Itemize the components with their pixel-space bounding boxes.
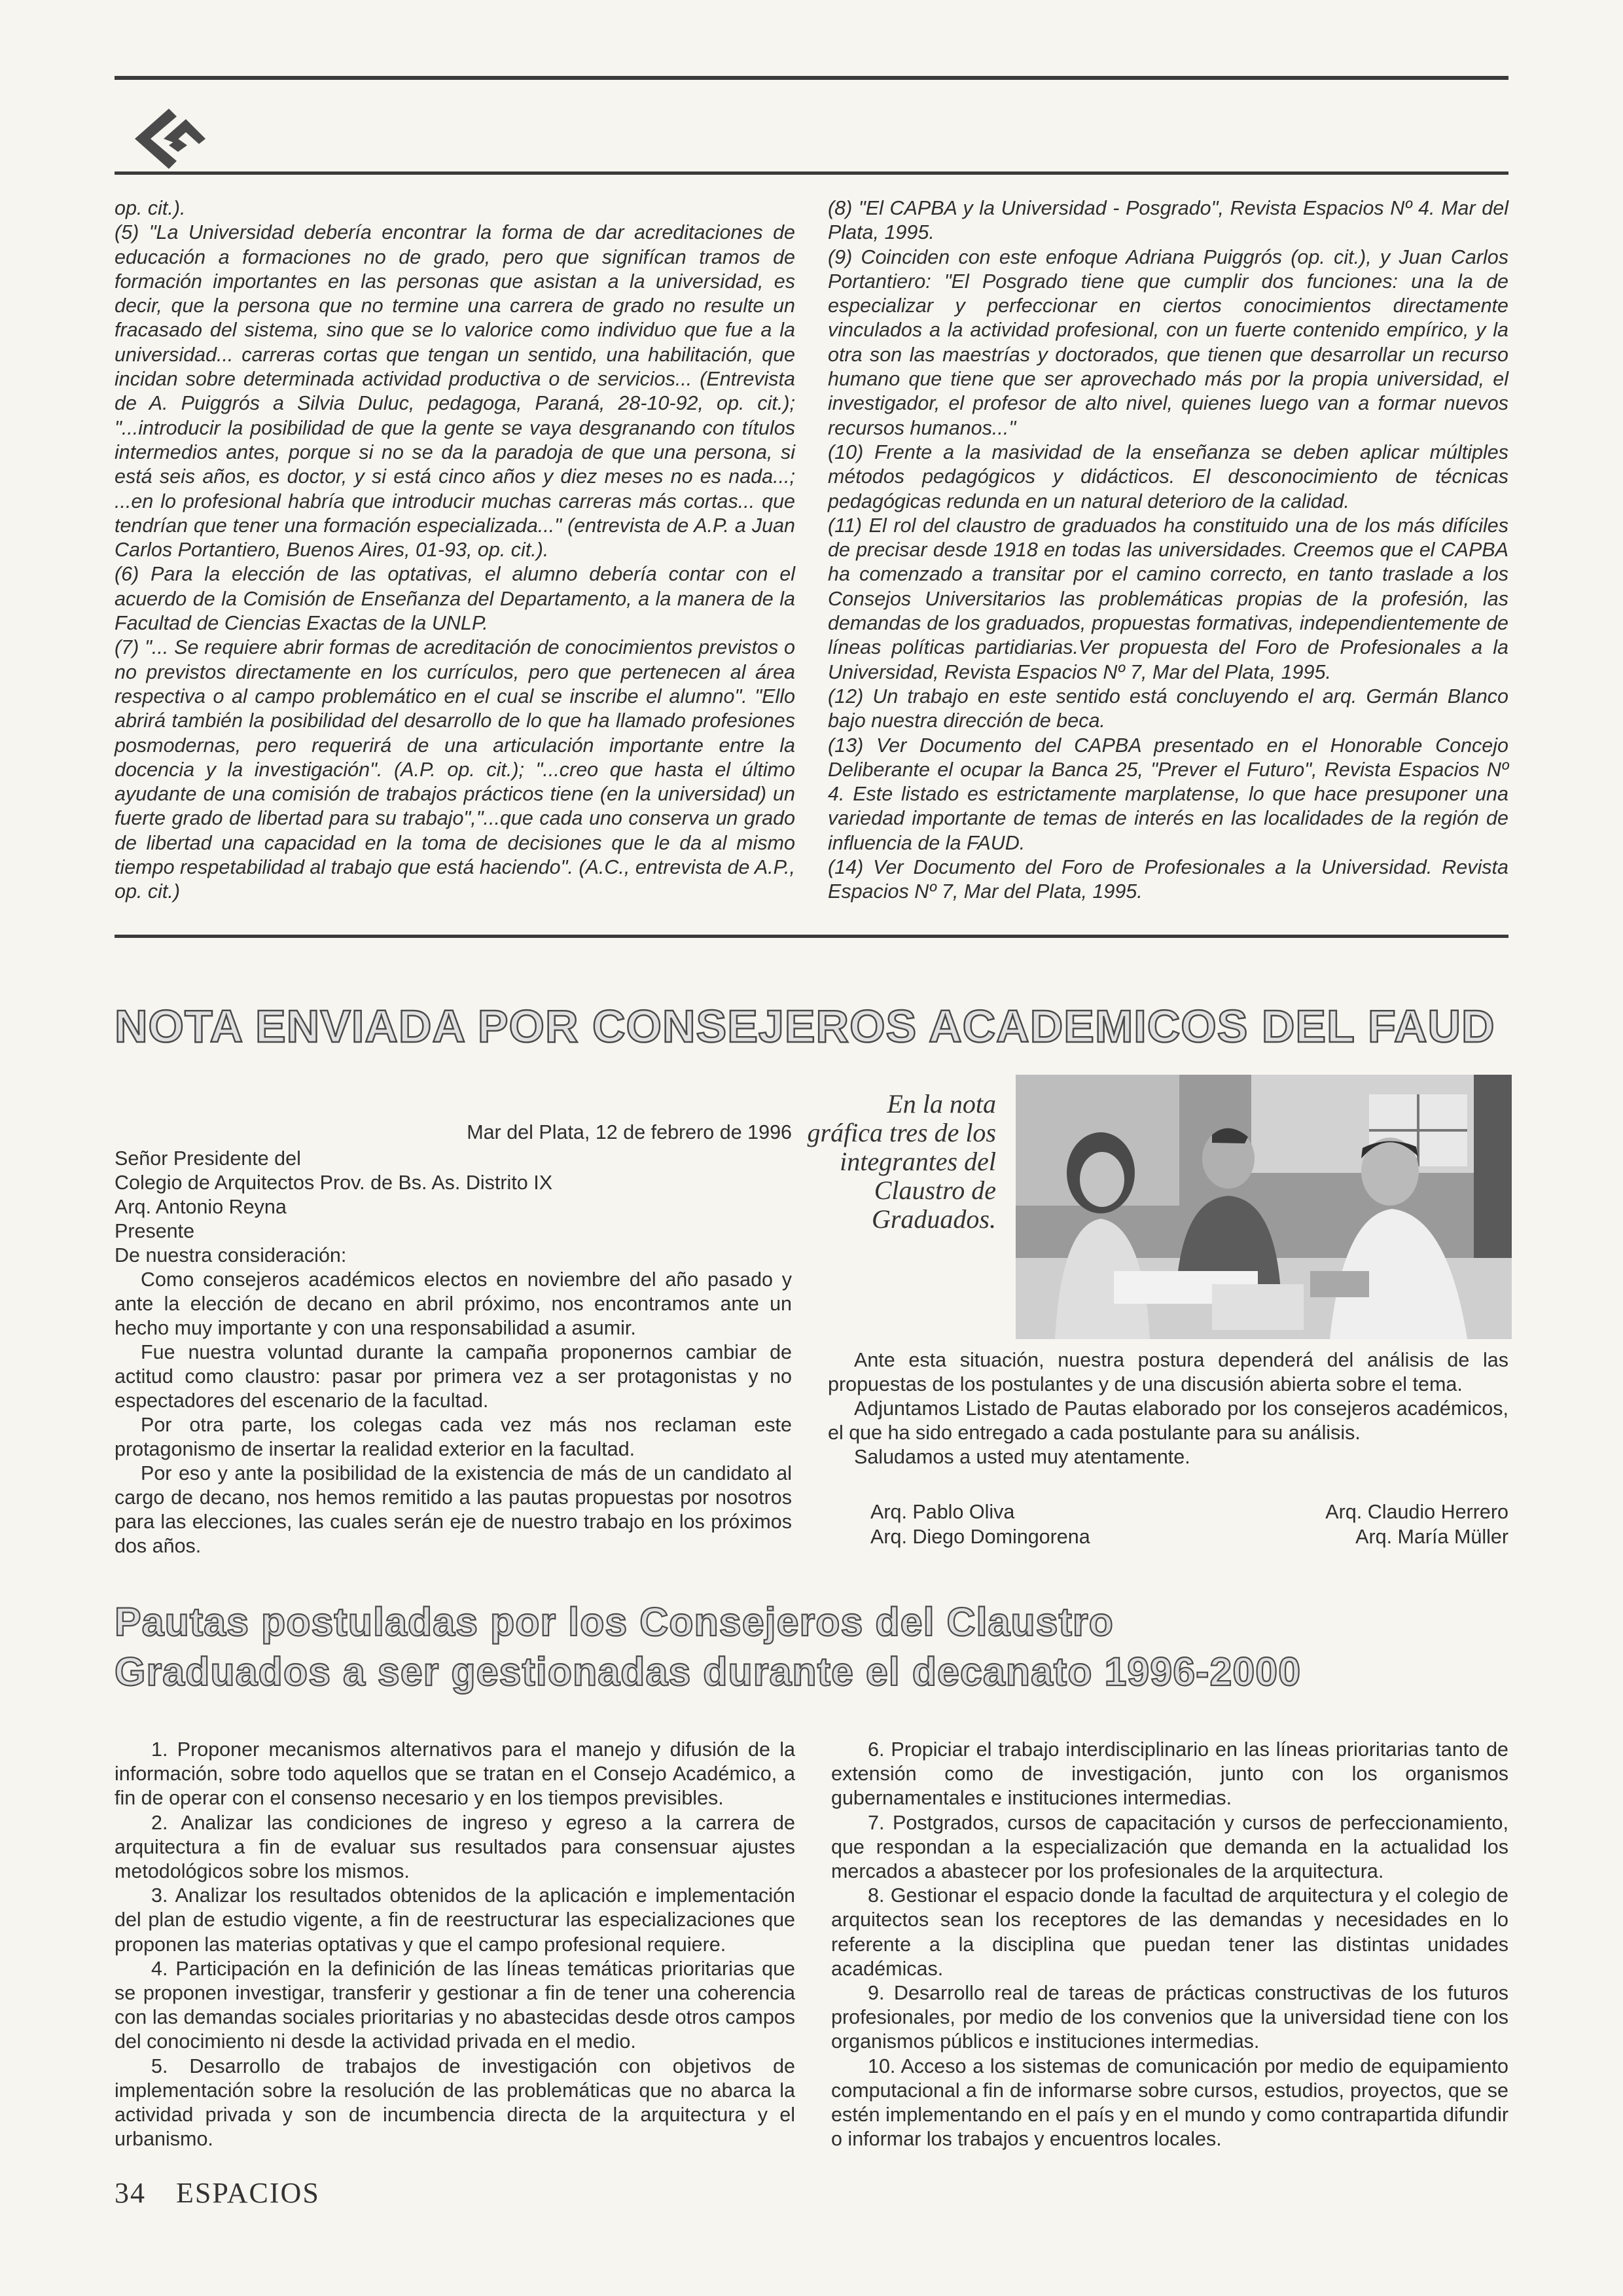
pautas-list-left	[115, 1738, 795, 2151]
photo-caption: En la nota gráfica tres de los integrantes del Claustro de Graduados.	[807, 1089, 996, 1234]
footnote-11: (11) El rol del claustro de graduados ha constituido una de los más difíciles de precisar desde 1918 en todas las universidades. Creemos que el CAPBA ha comenzado a transitar por el camino correcto, en tanto traslade a los Consejos Universitarios las problemáticas propias de la profesión, las demandas de los graduados, propuestas formativas, independientemente de líneas políticas partidiarias.Ver propuesta del Foro de Profesionales a la Universidad, Revista Espacios Nº 7, Mar del Plata, 1995.	[828, 514, 1508, 683]
graduates-photo	[1016, 1075, 1512, 1339]
footnote-14: (14) Ver Documento del Foro de Profesionales a la Universidad. Revista Espacios Nº 7, Mar del Plata, 1995.	[828, 856, 1508, 903]
pautas-item: 4. Participación en la definición de las líneas temáticas prioritarias que se proponen investigar, transferir y gestionar a fin de tener una coherencia con las demandas sociales prioritarias y no abastecidas desde otros campos del conocimiento ni desde la actividad privada en el medio.	[115, 1957, 795, 2053]
letter-address-line: Arq. Antonio Reyna	[115, 1196, 287, 1218]
footnote-13: (13) Ver Documento del CAPBA presentado en el Honorable Concejo Deliberante el ocupar la Banca 25, "Prever el Futuro", Revista Espacios Nº 4. Este listado es estrictamente marplatense, lo que hace presuponer una variedad importante de temas de interés en las localidades de la región de influencia de la FAUD.	[828, 734, 1508, 854]
pautas-item: 1. Proponer mecanismos alternativos para el manejo y difusión de la información, sobre todo aquellos que se tratan en el Consejo Académico, a fin de operar con el consenso necesario y en los tiempos previsibles.	[115, 1738, 795, 1810]
letter-paragraph: Ante esta situación, nuestra postura dependerá del análisis de las propuestas de los postulantes y de una discusión abierta sobre el tema.	[828, 1349, 1508, 1395]
footnote-6: (6) Para la elección de las optativas, el alumno debería contar con el acuerdo de la Comisión de Enseñanza del Departamento, a la manera de la Facultad de Ciencias Exactas de la UNLP.	[115, 563, 795, 635]
letter-address-line: Colegio de Arquitectos Prov. de Bs. As. Distrito IX	[115, 1172, 553, 1194]
footnote-7: (7) "... Se requiere abrir formas de acreditación de conocimientos previstos o no previstos directamente en los currículos, pero que pertenecen al área respectiva o al campo problemático en el cual se inscribe el alumno". "Ello abrirá también la posibilidad del desarrollo de lo que ha llamado profesiones posmodernas, pero requerirá de una articulación importante entre la docencia y la investigación". (A.P. op. cit.); "...creo que hasta el último ayudante de una comisión de trabajos prácticos tiene (en la universidad) un fuerte grado de libertad para su trabajo","...que cada uno conserva un grado de libertad una capacidad en la toma de decisiones que le da al mismo tiempo respetabilidad al trabajo que está haciendo". (A.C., entrevista de A.P., op. cit.)	[115, 636, 795, 903]
header-rule-bottom	[115, 171, 1508, 175]
pautas-title-line-2: Graduados a ser gestionadas durante el decanato 1996-2000	[115, 1649, 1302, 1694]
letter-paragraph: Adjuntamos Listado de Pautas elaborado por los consejeros académicos, el que ha sido entregado a cada postulante para su análisis.	[828, 1397, 1508, 1444]
signature-claudio-herrero: Arq. Claudio Herrero	[1325, 1501, 1508, 1523]
letter-paragraph: Como consejeros académicos electos en noviembre del año pasado y ante la elección de decano en abril próximo, nos encontramos ante un hecho muy importante y con una responsabilidad a asumir.	[115, 1268, 792, 1339]
note-title: NOTA ENVIADA POR CONSEJEROS ACADEMICOS DEL FAUD	[115, 1001, 1495, 1052]
pautas-item: 8. Gestionar el espacio donde la facultad de arquitectura y el colegio de arquitectos sean los receptores de las demandas y necesidades en lo referente a la disciplina que puedan tener las distintas unidades académicas.	[831, 1884, 1508, 1980]
letter-closing: Saludamos a usted muy atentamente.	[854, 1446, 1190, 1468]
pautas-item: 7. Postgrados, cursos de capacitación y cursos de perfeccionamiento, que respondan a la especialización que demanda en la actualidad los mercados a abastecer por los profesionales de la arquitectura.	[831, 1811, 1508, 1883]
letter-date: Mar del Plata, 12 de febrero de 1996	[467, 1121, 792, 1143]
footnote-8: (8) "El CAPBA y la Universidad - Posgrado", Revista Espacios Nº 4. Mar del Plata, 1995.	[828, 197, 1508, 244]
magazine-name: ESPACIOS	[176, 2177, 320, 2209]
footnote-text: op. cit.).	[115, 197, 186, 219]
section-rule	[115, 935, 1508, 938]
pautas-item: 6. Propiciar el trabajo interdisciplinario en las líneas prioritarias tanto de extensión como de investigación, junto con los organismos gubernamentales e instituciones intermedias.	[831, 1738, 1508, 1810]
letter-paragraph: Fue nuestra voluntad durante la campaña proponernos cambiar de actitud como claustro: pasar por primera vez a ser protagonistas y no espectadores del escenario de la facultad.	[115, 1341, 792, 1412]
pautas-item: 3. Analizar los resultados obtenidos de la aplicación e implementación del plan de estudio vigente, a fin de reestructurar las especializaciones que proponen las materias optativas y que el campo profesional requiere.	[115, 1884, 795, 1956]
signature-maria-muller: Arq. María Müller	[1355, 1526, 1508, 1548]
footnotes-right-column	[828, 196, 1508, 905]
footnote-9: (9) Coinciden con este enfoque Adriana Puiggrós (op. cit.), y Juan Carlos Portantiero: "El Posgrado tiene que cumplir dos funciones: una la de especializar y perfeccionar en ciertos conocimientos directamente vinculados a la actividad profesional, con un fuerte contenido empírico, y la otra son las maestrías y doctorados, que tienen que desarrollar un recurso humano que tiene que ser aprovechado más por la propia universidad, el investigador, el profesor de alto nivel, quienes luego van a formar nuevos recursos humanos..."	[828, 245, 1508, 439]
letter-paragraph: Por otra parte, los colegas cada vez más nos reclaman este protagonismo de insertar la realidad exterior en la facultad.	[115, 1414, 792, 1460]
header-rule-top	[115, 76, 1508, 80]
letter-paragraph: Por eso y ante la posibilidad de la existencia de más de un candidato al cargo de decano, nos hemos remitido a las pautas propuestas por nosotros para las elecciones, las cuales serán eje de nuestro trabajo en los próximos dos años.	[115, 1462, 792, 1557]
letter-body	[115, 1147, 792, 1558]
page-footer	[115, 2176, 320, 2210]
footnote-12: (12) Un trabajo en este sentido está concluyendo el arq. Germán Blanco bajo nuestra dirección de beca.	[828, 685, 1508, 732]
espacios-logo-icon	[128, 105, 213, 177]
pautas-item: 2. Analizar las condiciones de ingreso y egreso a la carrera de arquitectura a fin de evaluar sus resultados para consensuar ajustes metodológicos sobre los mismos.	[115, 1811, 795, 1883]
pautas-item: 5. Desarrollo de trabajos de investigación con objetivos de implementación sobre la resolución de las problemáticas que no abarca la actividad privada y son de incumbencia directa de la arquitectura y el urbanismo.	[115, 2054, 795, 2151]
letter-address-line: Presente	[115, 1220, 195, 1242]
letter-right-body	[828, 1348, 1508, 1469]
footnote-5: (5) "La Universidad debería encontrar la forma de dar acreditaciones de educación a formaciones no de grado, pero que signifícan tramos de formación importantes en las personas que asistan a la universidad, es decir, que la persona que no termine una carrera de grado no resulte un fracasado del sistema, sino que se lo valorice como individuo que fue a la universidad... carreras cortas que tengan un sentido, una habilitación, que incidan sobre determinada actividad productiva o de servicios... (Entrevista de A. Puiggrós a Silvia Duluc, pedagoga, Paraná, 28-10-92, op. cit.); "...introducir la posibilidad de que la gente se vaya desgranando con títulos intermedios antes, porque si no se da la paradoja de que una persona, si está seis años, es doctor, y si está cinco años y diez meses no es nada...; ...en lo profesional habría que introducir muchas carreras más cortas... que tendrían que tener una formación especializada..." (entrevista de A.P. a Juan Carlos Portantiero, Buenos Aires, 01-93, op. cit.).	[115, 221, 795, 562]
signature-diego-domingorena: Arq. Diego Domingorena	[870, 1526, 1090, 1548]
footnotes-left-column	[115, 196, 795, 905]
letter-greeting: De nuestra consideración:	[115, 1244, 347, 1266]
footnote-10: (10) Frente a la masividad de la enseñanza se deben aplicar múltiples métodos pedagógicos y didácticos. El desconocimiento de técnicas pedagógicas redunda en un natural deterioro de la calidad.	[828, 440, 1508, 512]
pautas-list-right	[831, 1738, 1508, 2151]
pautas-title-line-1: Pautas postuladas por los Consejeros del Claustro	[115, 1600, 1114, 1644]
pautas-item: 9. Desarrollo real de tareas de prácticas constructivas de los futuros profesionales, por medio de los convenios que la universidad tiene con los organismos públicos e instituciones intermedias.	[831, 1982, 1508, 2053]
page-number: 34	[115, 2177, 146, 2209]
letter-address-line: Señor Presidente del	[115, 1147, 301, 1170]
graduates-photo-image	[1016, 1075, 1512, 1339]
signature-pablo-oliva: Arq. Pablo Oliva	[870, 1501, 1015, 1523]
pautas-title	[115, 1597, 1508, 1696]
pautas-item: 10. Acceso a los sistemas de comunicación por medio de equipamiento computacional a fin de informarse sobre cursos, estudios, proyectos, que se estén implementando en el país y en el mundo y como contrapartida difundir o informar los trabajos y encuentros locales.	[831, 2054, 1508, 2151]
